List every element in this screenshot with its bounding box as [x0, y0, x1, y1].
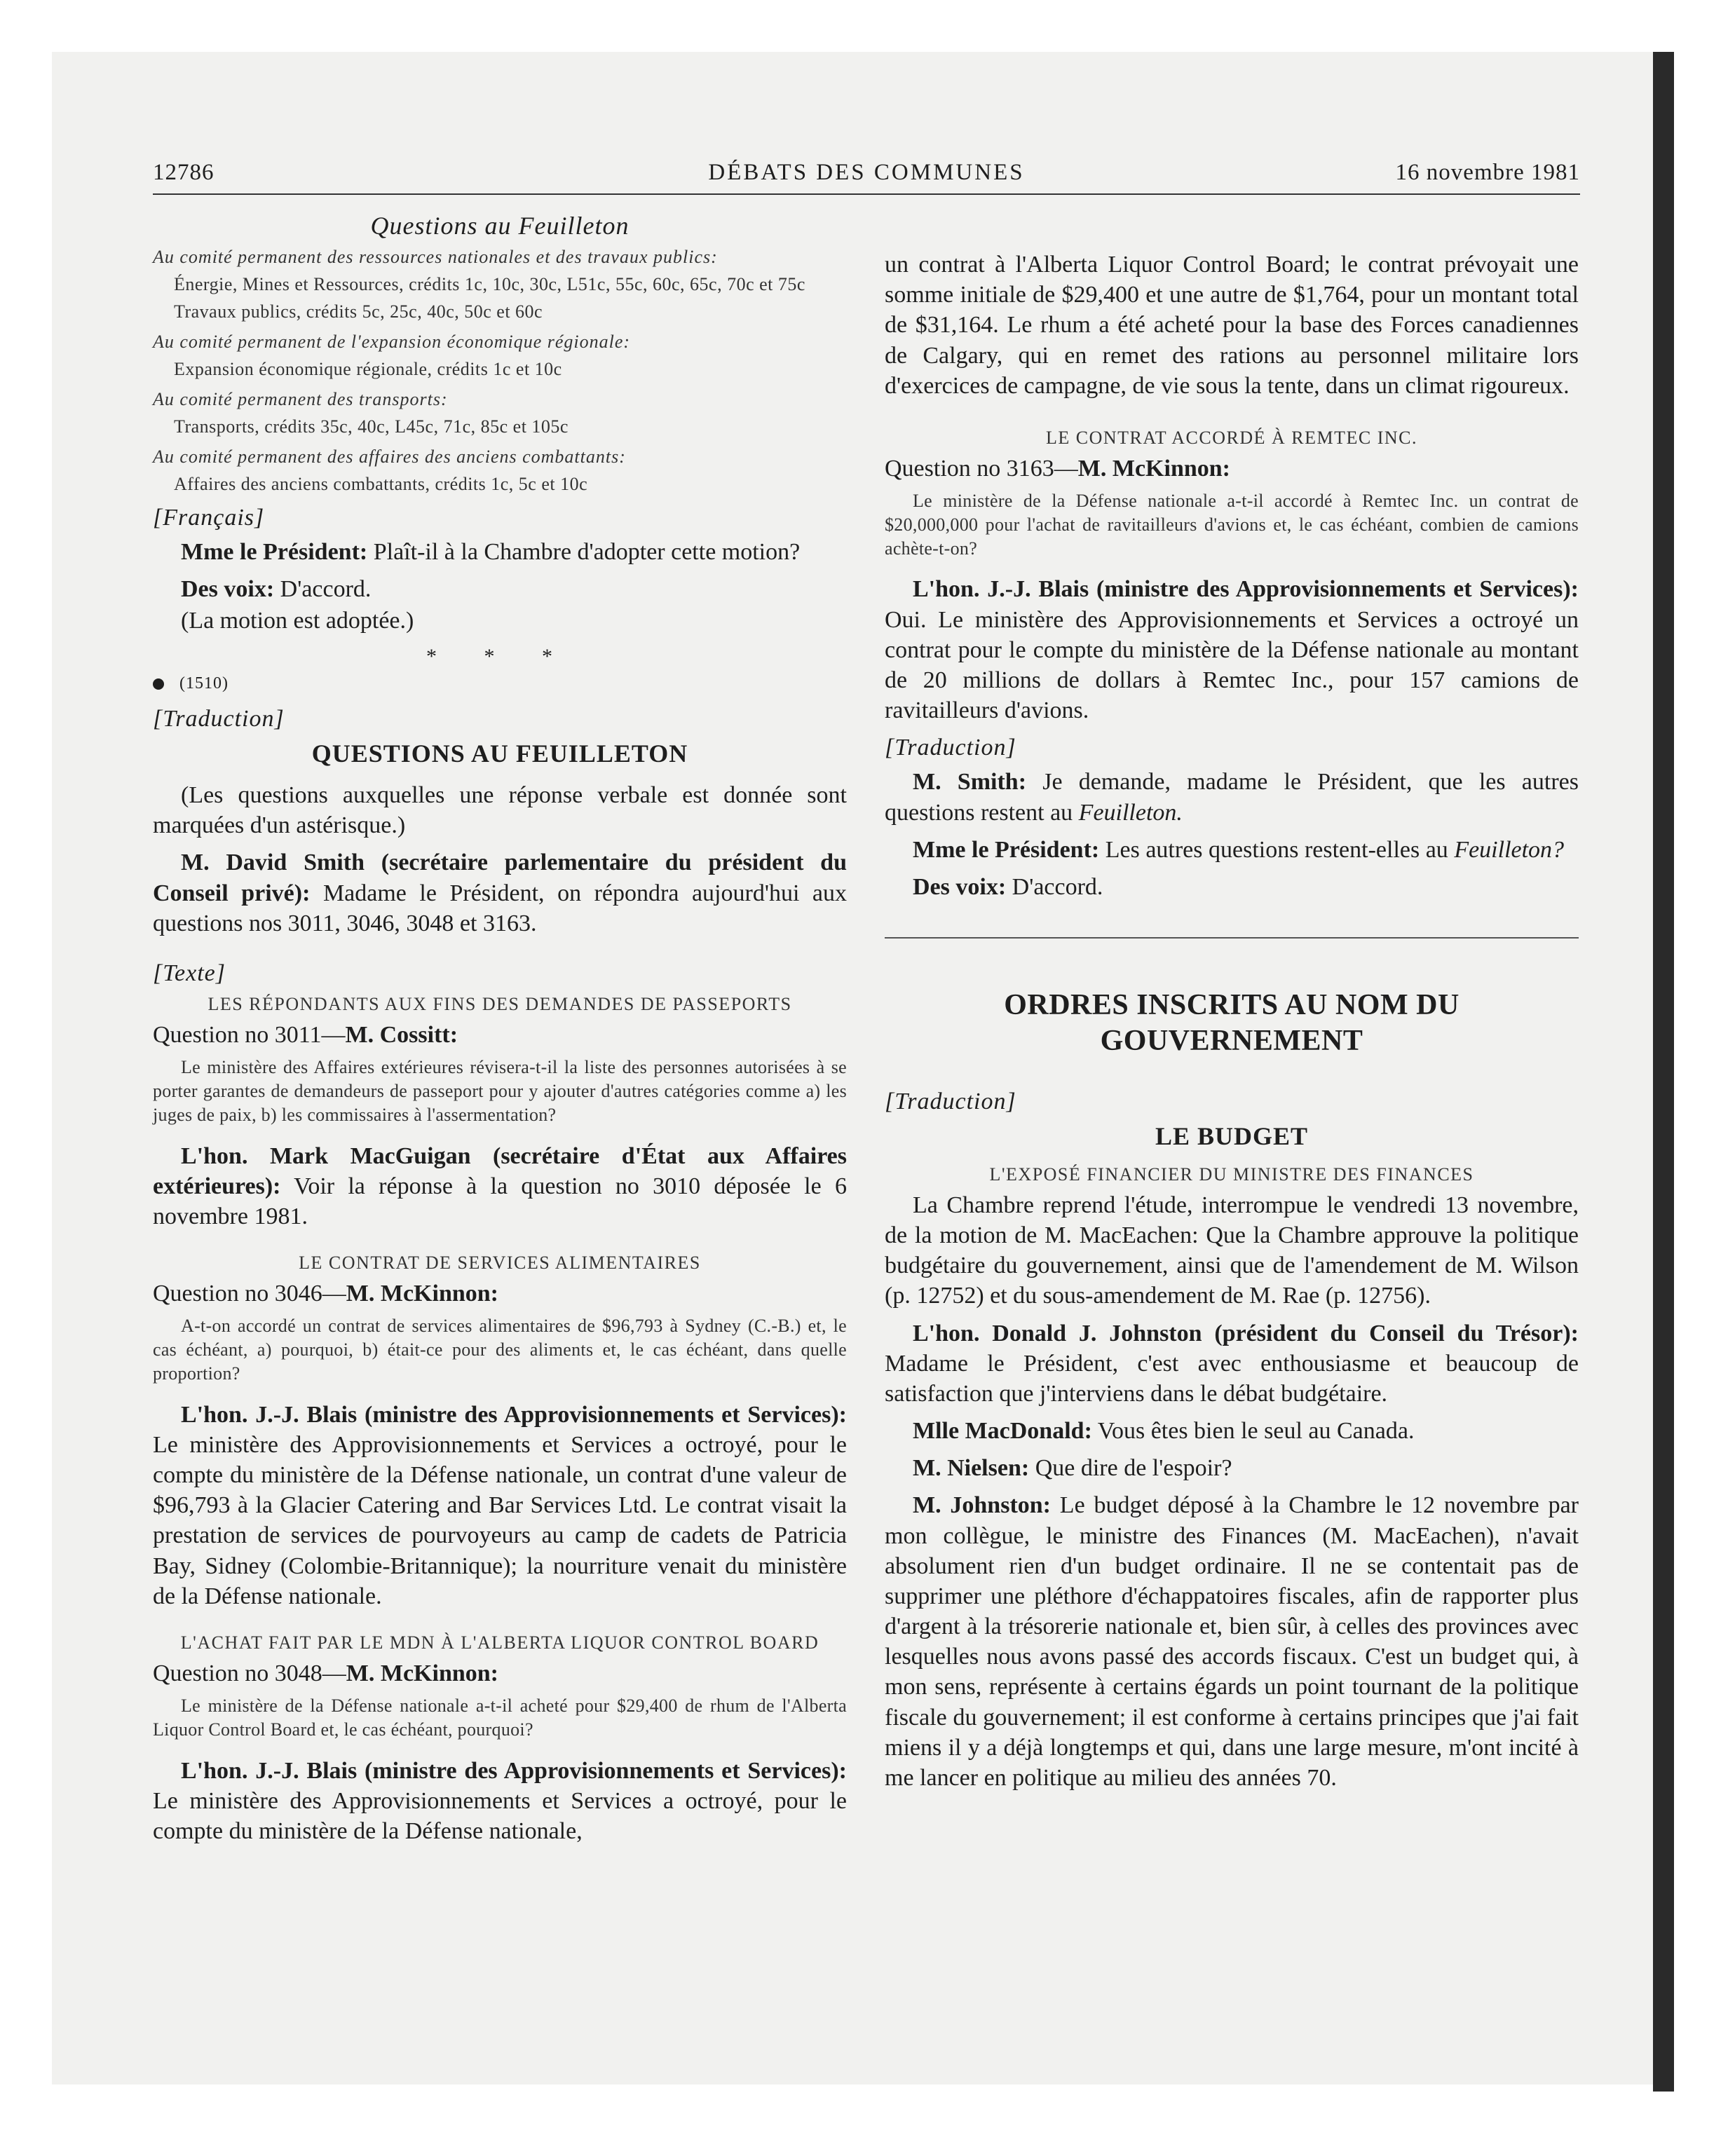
committee-label: Au comité permanent des affaires des anciens combattants: [153, 446, 626, 467]
language-marker: [Texte] [153, 960, 226, 986]
question-number: Question no 3048— [153, 1660, 346, 1686]
speaker-name: Des voix: [913, 873, 1007, 900]
speech-text: Madame le Président, c'est avec enthousiasme et beaucoup de satisfaction que j'interviens dans le débat budgétaire. [885, 1350, 1579, 1407]
question-text: Le ministère des Affaires extérieures révisera-t-il la liste des personnes autorisées à se porter garantes de demandeurs de passeport pour y ajouter d'autres catégories comme a) les juges de paix, b) les commissaires à l'assermentation? [153, 1057, 847, 1125]
page-date: 16 novembre 1981 [1395, 160, 1580, 185]
speech-text: Plaît-il à la Chambre d'adopter cette motion? [367, 539, 801, 566]
speech-text: Oui. Le ministère des Approvisionnements et Services a octroyé un contrat pour le compte du ministère de la Défense nationale au montant de 20 millions de dollars à Remtec Inc., pour 157 camions de ravitailleurs d'avions. [885, 606, 1579, 724]
question-title: LE CONTRAT DE SERVICES ALIMENTAIRES [299, 1253, 701, 1274]
speech-text: Le ministère des Approvisionnements et Services a octroyé, pour le compte du ministère de la Défense nationale, [153, 1787, 847, 1845]
question-author: M. McKinnon: [346, 1660, 498, 1686]
speaker-name: Mme le Président: [181, 539, 368, 566]
speech-text: Je demande, madame le Président, que les autres questions restent au [885, 769, 1579, 826]
answer-paragraph [153, 1400, 847, 1611]
speaker-name: M. David Smith (secrétaire parlementaire du président du Conseil privé): [153, 850, 847, 906]
question-number: Question no 3046— [153, 1281, 346, 1307]
speaker-name: L'hon. J.-J. Blais (ministre des Approvisionnements et Services): [913, 576, 1579, 603]
question-text: A-t-on accordé un contrat de services alimentaires de $96,793 à Sydney (C.-B.) et, le cas échéant, a) pourquoi, b) était-ce pour des aliments et, le cas échéant, dans quelle proportion? [153, 1316, 847, 1384]
speaker-name: L'hon. J.-J. Blais (ministre des Approvisionnements et Services): [181, 1401, 847, 1428]
question-line [153, 1658, 847, 1688]
section-separator: * * * [426, 644, 573, 668]
speaker-name: M. Nielsen: [913, 1455, 1030, 1482]
speaker-name: L'hon. Mark MacGuigan (secrétaire d'État aux Affaires extérieures): [153, 1142, 847, 1199]
question-text: Le ministère de la Défense nationale a-t-il acheté pour $29,400 de rhum de l'Alberta Liquor Control Board et, le cas échéant, pourquoi? [153, 1696, 847, 1740]
speech-text: Le ministère des Approvisionnements et Services a octroyé, pour le compte du ministère de la Défense nationale, un contrat d'une valeur de $96,793 à la Glacier Catering and Bar Services Ltd. Le contrat visait la prestation de services de pourvoyeurs au camp de cadets de Patricia Bay, Sidney (Colombie-Britannique); la nourriture venait du ministère de la Défense nationale. [153, 1431, 847, 1609]
language-marker: [Traduction] [885, 735, 1016, 761]
speech-text: Vous êtes bien le seul au Canada. [1091, 1418, 1415, 1445]
speech-text: Que dire de l'espoir? [1029, 1455, 1232, 1482]
section-heading: QUESTIONS AU FEUILLETON [311, 739, 688, 768]
question-author: M. McKinnon: [346, 1281, 498, 1307]
speaker-name: Des voix: [181, 576, 275, 603]
question-number: Question no 3011— [153, 1022, 346, 1049]
section-heading: LE BUDGET [1155, 1122, 1309, 1151]
speech-text-italic: Feuilleton? [1454, 836, 1565, 863]
question-number: Question no 3163— [885, 455, 1078, 482]
speech-paragraph [885, 767, 1579, 827]
committee-item: Transports, crédits 35c, 40c, L45c, 71c, 85c et 105c [174, 416, 569, 437]
speech-paragraph [885, 1490, 1579, 1793]
speech-text: D'accord. [274, 576, 372, 603]
committee-label: Au comité permanent des transports: [153, 388, 448, 409]
speech-paragraph [153, 574, 847, 604]
answer-paragraph [153, 1756, 847, 1847]
language-marker: [Français] [153, 504, 265, 531]
question-title: LE CONTRAT ACCORDÉ À REMTEC INC. [1046, 427, 1417, 448]
speech-paragraph [153, 537, 847, 567]
committee-item: Affaires des anciens combattants, crédits 1c, 5c et 10c [174, 473, 588, 494]
speaker-name: Mme le Président: [913, 836, 1100, 863]
question-title: L'ACHAT FAIT PAR LE MDN À L'ALBERTA LIQUOR CONTROL BOARD [180, 1632, 819, 1653]
speech-paragraph [885, 1453, 1579, 1483]
section-subheading: L'EXPOSÉ FINANCIER DU MINISTRE DES FINANCES [989, 1164, 1474, 1185]
speech-paragraph: (Les questions auxquelles une réponse verbale est donnée sont marquées d'un astérisque.) [153, 782, 847, 839]
committee-label: Au comité permanent des ressources nationales et des travaux publics: [153, 246, 718, 267]
answer-paragraph [153, 1141, 847, 1232]
time-marker [153, 673, 847, 694]
section-divider [885, 937, 1579, 939]
speech-paragraph: La Chambre reprend l'étude, interrompue le vendredi 13 novembre, de la motion de M. MacEachen: Que la Chambre approuve la politique budgétaire du gouvernement, ainsi que de l'amendement de M. Wilson (p. 12752) et du sous-amendement de M. Rae (p. 12756). [885, 1192, 1579, 1309]
committee-item: Travaux publics, crédits 5c, 25c, 40c, 50c et 60c [174, 301, 543, 322]
speech-paragraph [885, 1416, 1579, 1446]
speaker-name: L'hon. Donald J. Johnston (président du Conseil du Trésor): [913, 1320, 1579, 1346]
answer-paragraph [885, 574, 1579, 725]
bullet-icon [153, 678, 164, 690]
question-author: M. Cossitt: [345, 1022, 458, 1049]
speech-paragraph [885, 1318, 1579, 1410]
section-subtitle: Questions au Feuilleton [370, 212, 630, 240]
time-stamp: (1510) [179, 674, 229, 692]
speech-paragraph [153, 847, 847, 939]
question-line [885, 453, 1579, 484]
speech-text: Le budget déposé à la Chambre le 12 novembre par mon collègue, le ministre des Finances (M. MacEachen), n'avait absolument rien d'un budget ordinaire. Il ne se contentait pas de supprimer une pléthore d'échappatoires fiscales, afin de rapporter plus d'argent à la trésorerie nationale et, bien sûr, à celles des provinces avec lesquelles nous avons passé des accords fiscaux. C'est un budget qui, à mon sens, représente à certains égards un point tournant de la politique fiscale du gouvernement; il est conforme à certains principes que j'ai fait miens il y a déjà longtemps et qui, dans une large mesure, m'ont incité à me lancer en politique au milieu des années 70. [885, 1492, 1579, 1791]
language-marker: [Traduction] [153, 706, 285, 732]
speech-text: Les autres questions restent-elles au [1099, 836, 1455, 863]
speech-text: Madame le Président, on répondra aujourd'hui aux questions nos 3011, 3046, 3048 et 3163. [153, 880, 848, 936]
language-marker: [Traduction] [885, 1088, 1016, 1114]
question-title: LES RÉPONDANTS AUX FINS DES DEMANDES DE PASSEPORTS [207, 994, 792, 1015]
speaker-name: M. Smith: [913, 769, 1027, 796]
publication-title: DÉBATS DES COMMUNES [708, 160, 1025, 185]
speaker-name: L'hon. J.-J. Blais (ministre des Approvisionnements et Services): [181, 1757, 847, 1784]
question-line [153, 1278, 847, 1309]
page-number: 12786 [153, 160, 215, 185]
speech-paragraph [885, 872, 1579, 902]
speech-text-italic: Feuilleton. [1078, 799, 1183, 826]
main-heading: ORDRES INSCRITS AU NOM DU GOUVERNEMENT [1004, 989, 1460, 1057]
speech-text: Voir la réponse à la question no 3010 déposée le 6 novembre 1981. [153, 1173, 847, 1229]
scan-edge-bar [1653, 52, 1674, 2092]
committee-item: Énergie, Mines et Ressources, crédits 1c, 10c, 30c, L51c, 55c, 60c, 65c, 70c et 75c [174, 273, 805, 294]
committee-item: Expansion économique régionale, crédits 1c et 10c [174, 358, 562, 379]
question-text: Le ministère de la Défense nationale a-t-il accordé à Remtec Inc. un contrat de $20,000,000 pour l'achat de ravitailleurs d'avions et, le cas échéant, combien de camions achète-t-on? [885, 491, 1579, 559]
speaker-name: M. Johnston: [913, 1492, 1051, 1519]
speech-text: D'accord. [1006, 873, 1103, 900]
committee-label: Au comité permanent de l'expansion économique régionale: [153, 331, 631, 352]
speech-paragraph [885, 835, 1579, 865]
answer-continuation: un contrat à l'Alberta Liquor Control Board; le contrat prévoyait une somme initiale de $29,400 et une autre de $1,764, pour un montant total de $31,164. Le rhum a été acheté pour la base des Forces canadiennes de Calgary, qui en remet des rations au personnel militaire lors d'exercices de campagne, de vie sous la tente, dans un climat rigoureux. [885, 252, 1579, 399]
left-column [153, 210, 847, 1853]
running-header [153, 160, 1580, 195]
question-author: M. McKinnon: [1077, 455, 1230, 482]
procedural-note: (La motion est adoptée.) [181, 608, 414, 634]
question-line [153, 1020, 847, 1050]
right-column [885, 250, 1579, 1800]
speaker-name: Mlle MacDonald: [913, 1418, 1092, 1445]
